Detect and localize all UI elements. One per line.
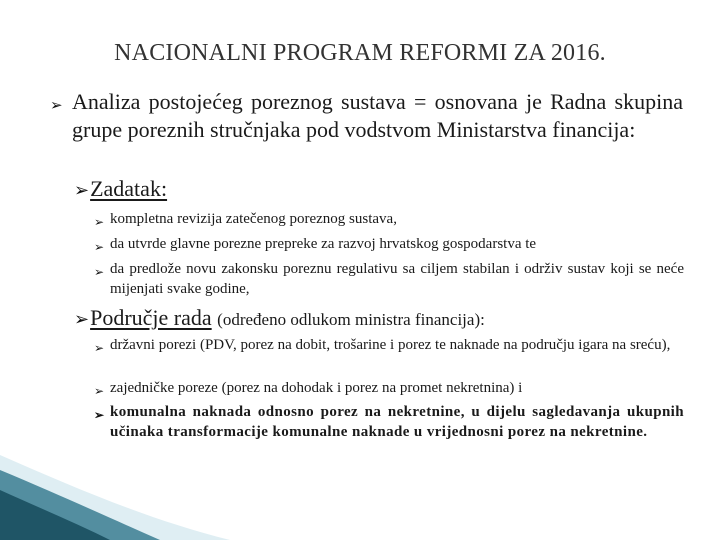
scope-heading-text: Područje rada <box>90 305 212 330</box>
arrow-bullet-icon: ➢ <box>94 240 105 254</box>
arrow-bullet-icon: ➢ <box>50 98 63 114</box>
scope-item-text: zajedničke poreze (porez na dohodak i porez na promet nekretnina) i <box>110 380 523 396</box>
arrow-bullet-icon: ➢ <box>94 215 105 229</box>
scope-heading-note: (određeno odlukom ministra financija): <box>217 310 485 329</box>
arrow-bullet-icon: ➢ <box>74 309 90 329</box>
task-heading-text: Zadatak: <box>90 176 168 201</box>
arrow-bullet-icon: ➢ <box>94 265 105 279</box>
scope-item-2 <box>94 378 684 398</box>
scope-item-1 <box>94 335 684 355</box>
scope-heading <box>74 304 485 334</box>
task-item-3 <box>94 259 684 299</box>
main-bullet <box>50 88 683 144</box>
arrow-bullet-icon: ➢ <box>94 384 105 398</box>
main-bullet-text: Analiza postojećeg poreznog sustava = osnovana je Radna skupina grupe poreznih stručnjaka pod vodstvom Ministarstva financija: <box>72 89 683 142</box>
arrow-bullet-icon: ➢ <box>74 180 90 200</box>
scope-item-text: komunalna naknada odnosno porez na nekretnine, u dijelu sagledavanja ukupnih učinaka transformacije komunalne naknade u vrijednosni porez na nekretnine. <box>110 404 684 440</box>
task-item-text: da predlože novu zakonsku poreznu regulativu sa ciljem stabilan i održiv sustav koji se neće mijenjati svake godine, <box>110 261 684 297</box>
task-item-text: kompletna revizija zatečenog poreznog sustava, <box>110 211 397 227</box>
arrow-bullet-icon: ➢ <box>94 341 105 355</box>
task-item-1 <box>94 209 684 229</box>
arrow-bullet-icon: ➢ <box>94 408 105 422</box>
scope-item-text: državni porezi (PDV, porez na dobit, trošarine i porez te naknade na području igara na sreću), <box>110 337 671 353</box>
task-item-2 <box>94 234 684 254</box>
slide-title: NACIONALNI PROGRAM REFORMI ZA 2016. <box>114 40 606 66</box>
task-heading <box>74 175 167 204</box>
scope-item-3 <box>94 402 684 442</box>
task-item-text: da utvrde glavne porezne prepreke za razvoj hrvatskog gospodarstva te <box>110 236 537 252</box>
